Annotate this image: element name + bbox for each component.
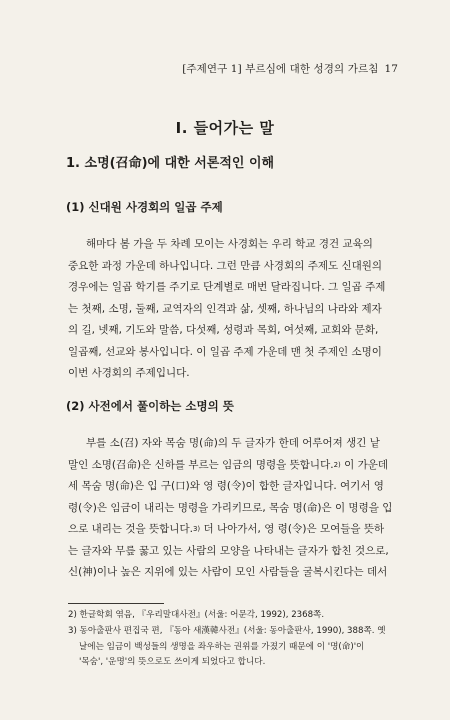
- paragraph-line: 경우에는 일곱 학기를 주기로 단계별로 매번 달라집니다. 그 일곱 주제: [68, 281, 386, 293]
- paragraph-line-tail: 이 가운데: [340, 458, 388, 471]
- chapter-title: I. 들어가는 말: [175, 119, 275, 137]
- footnote-3: 3) 동아출판사 편집국 편, 『동아 새漢韓사전』(서울: 동아출판사, 1990), 388쪽. 옛: [68, 625, 386, 636]
- footnote-ref-3: 3): [192, 525, 201, 533]
- paragraph-line-tail: 더 나아가서, 영 령(令)은 모여들을 뜻하: [200, 523, 385, 535]
- paragraph-line: 신(神)이나 높은 지위에 있는 사람이 모인 사람들을 굴복시킨다는 데서: [68, 566, 388, 578]
- footnote-ref-2: 2): [333, 460, 341, 469]
- paragraph-line: 령(令)은 임금이 내리는 명령을 가리키므로, 목숨 명(命)은 이 명령을 입: [68, 501, 392, 514]
- page-number: 17: [384, 63, 398, 75]
- footnote-3-continued: '목숨', '운명'의 뜻으로도 쓰이게 되었다고 합니다.: [79, 657, 266, 668]
- section-title: 1. 소명(召命)에 대한 서론적인 이해: [66, 156, 275, 171]
- paragraph-line: 중요한 과정 가운데 하나입니다. 그런 만큼 사경회의 주제도 신대원의: [68, 259, 383, 272]
- paragraph-line: [68, 519, 392, 541]
- paragraph-1: [68, 234, 392, 385]
- running-head: [40, 61, 398, 76]
- paragraph-line-text: 말인 소명(召命)은 신하를 부르는 임금의 명령을 뜻합니다.: [68, 458, 334, 471]
- footnote-divider: [68, 603, 164, 604]
- running-head-title: [주제연구 1] 부르심에 대한 성경의 가르침: [182, 63, 379, 75]
- footnote-3-continued: 날에는 임금이 백성들의 생명을 좌우하는 권위를 가졌기 때문에 이 '명(命)'이: [79, 641, 365, 652]
- paragraph-line: 부를 소(召) 자와 목숨 명(命)의 두 글자가 한데 어루어져 생긴 낱: [86, 437, 380, 449]
- subsection-title-1: (1) 신대원 사경회의 일곱 주제: [66, 200, 223, 214]
- paragraph-line: 일곱째, 선교와 봉사입니다. 이 일곱 주제 가운데 맨 첫 주제인 소명이: [68, 345, 382, 358]
- subsection-title-2: (2) 사전에서 풀이하는 소명의 뜻: [66, 399, 234, 413]
- paragraph-line: 는 글자와 무릎 꿇고 있는 사람의 모양을 나타내는 글자가 합친 것으로,: [68, 544, 389, 557]
- paragraph-line: 의 길, 넷째, 기도와 말씀, 다섯째, 성령과 목회, 여섯째, 교회와 문화,: [68, 324, 379, 336]
- paragraph-line-text: 으로 내리는 것을 뜻합니다.: [68, 523, 193, 535]
- paragraph-line: 세 목숨 명(命)은 입 구(口)와 영 령(令)이 합한 글자입니다. 여기서 영: [68, 480, 384, 492]
- footnotes: [68, 608, 392, 671]
- paragraph-line: 는 첫째, 소명, 둘째, 교역자의 인격과 삶, 셋째, 하나님의 나라와 제자: [68, 302, 382, 315]
- paragraph-2: [68, 433, 392, 584]
- paragraph-line: 이번 사경회의 주제입니다.: [68, 367, 190, 379]
- paragraph-line: 해마다 봄 가을 두 차례 모이는 사경회는 우리 학교 경건 교육의: [86, 238, 373, 250]
- footnote-2: 2) 한글학회 엮음, 『우리말대사전』(서울: 어문각, 1992), 2368쪽.: [68, 610, 325, 620]
- paragraph-line: [68, 455, 392, 477]
